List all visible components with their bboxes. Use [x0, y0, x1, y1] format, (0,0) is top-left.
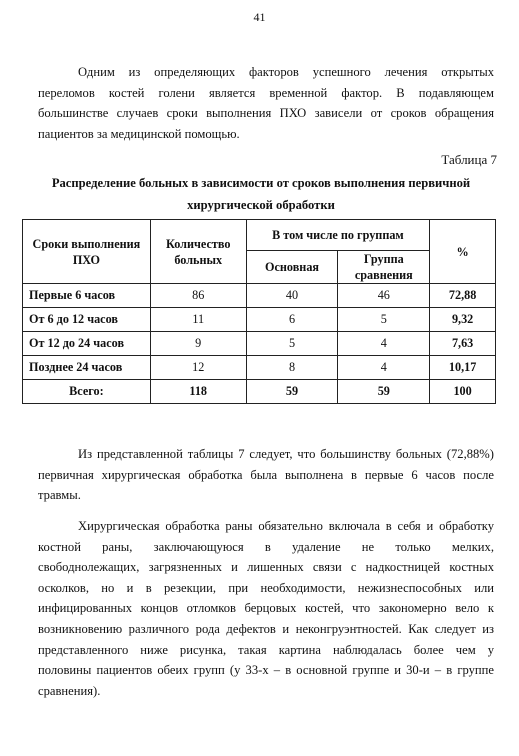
table-row — [23, 284, 496, 308]
table-header-row — [23, 220, 496, 251]
text-line: Из представленной таблицы 7 следует, что большинству больных (72,88%) — [78, 447, 494, 461]
row-label: От 6 до 12 часов — [23, 308, 151, 332]
cell-percent: 100 — [430, 380, 496, 404]
data-table — [22, 219, 496, 404]
text-line: инфицированных концов отломков берцовых костей, что закономерно вело к — [38, 601, 494, 616]
table-row — [23, 308, 496, 332]
header-count: Количество больных — [150, 220, 246, 284]
text-line: Хирургическая обработка раны обязательно включала в себя и обработку — [78, 519, 494, 533]
cell-main: 6 — [246, 308, 338, 332]
row-label: Всего: — [23, 380, 151, 404]
text-line: большинстве случаев сроки выполнения ПХО зависели от сроков обращения — [38, 106, 494, 121]
text-line: свободнолежащих, загрязненных и лишенных связи с надкостницей костных — [38, 560, 494, 575]
cell-percent: 72,88 — [430, 284, 496, 308]
table-row — [23, 356, 496, 380]
cell-main: 40 — [246, 284, 338, 308]
header-period: Сроки выполнения ПХО — [23, 220, 151, 284]
text-line: первичная хирургическая обработка была выполнена в первые 6 часов после — [38, 467, 494, 482]
text-line: сравнения). — [38, 683, 101, 698]
caption-line: Распределение больных в зависимости от сроков выполнения первичной — [51, 176, 471, 190]
cell-main: 59 — [246, 380, 338, 404]
cell-percent: 10,17 — [430, 356, 496, 380]
cell-compare: 4 — [338, 332, 430, 356]
text-line: Одним из определяющих факторов успешного лечения открытых — [78, 65, 494, 79]
surgical-paragraph — [38, 516, 494, 701]
cell-compare: 4 — [338, 356, 430, 380]
text-line: переломов костей голени является временной фактор. В подавляющем — [38, 85, 494, 100]
intro-paragraph — [38, 62, 494, 144]
cell-main: 8 — [246, 356, 338, 380]
subheader-compare: Группа сравнения — [338, 251, 430, 284]
cell-compare: 5 — [338, 308, 430, 332]
text-line: возникновению различного рода дефектов и неконгруэнтностей. Как следует из — [38, 621, 494, 636]
table-caption — [22, 172, 500, 216]
table-total-row — [23, 380, 496, 404]
page-number: 41 — [253, 10, 266, 24]
text-line: травмы. — [38, 488, 81, 503]
cell-total: 86 — [150, 284, 246, 308]
cell-total: 118 — [150, 380, 246, 404]
cell-compare: 46 — [338, 284, 430, 308]
text-line: осколков, но и в резекции, при необходимости, нежизнеспособных или — [38, 580, 494, 595]
caption-line: хирургической обработки — [187, 198, 335, 212]
row-label: Первые 6 часов — [23, 284, 151, 308]
cell-total: 9 — [150, 332, 246, 356]
cell-percent: 9,32 — [430, 308, 496, 332]
row-label: От 12 до 24 часов — [23, 332, 151, 356]
table-row — [23, 332, 496, 356]
text-line: костной раны, заключающуюся в удаление не только мелких, — [38, 539, 494, 554]
header-groups: В том числе по группам — [246, 220, 430, 251]
text-line: половины пациентов обеих групп (у 33-х – в основной группе и 30-и – в группе — [38, 663, 494, 678]
row-label: Позднее 24 часов — [23, 356, 151, 380]
subheader-main: Основная — [246, 251, 338, 284]
text-line: пациентов за медицинской помощью. — [38, 126, 240, 141]
cell-main: 5 — [246, 332, 338, 356]
cell-total: 11 — [150, 308, 246, 332]
header-percent: % — [430, 220, 496, 284]
table-label: Таблица 7 — [441, 152, 497, 167]
conclusion-paragraph — [38, 444, 494, 506]
cell-total: 12 — [150, 356, 246, 380]
cell-compare: 59 — [338, 380, 430, 404]
cell-percent: 7,63 — [430, 332, 496, 356]
text-line: представленного ниже рисунка, такая картина наблюдалась более чем у — [38, 642, 494, 657]
